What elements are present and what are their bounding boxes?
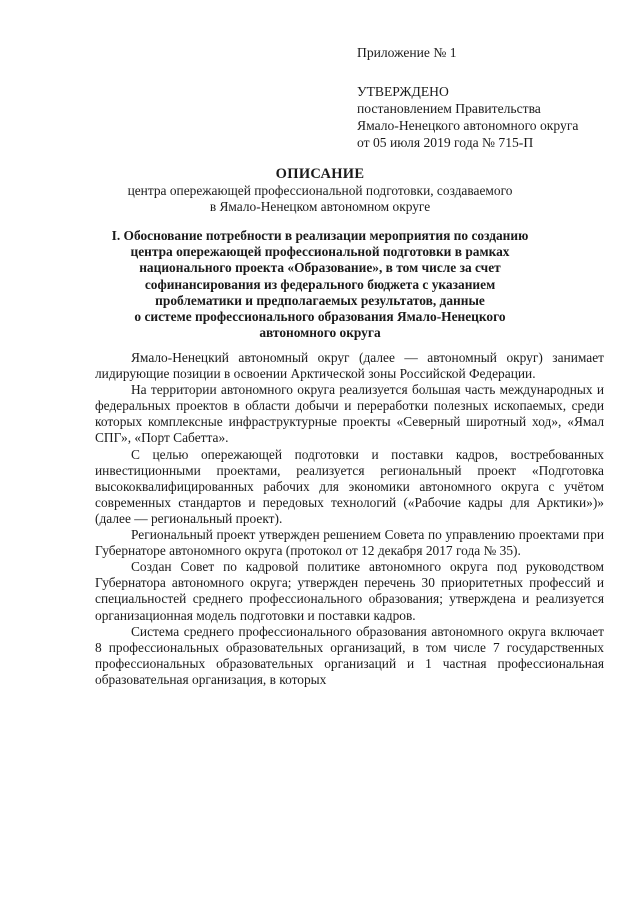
approved-label: УТВЕРЖДЕНО	[357, 84, 449, 99]
section-heading-line: проблематики и предполагаемых результатов, данные	[155, 292, 485, 308]
section-heading-line: центра опережающей профессиональной подготовки в рамках	[130, 244, 510, 260]
document-subtitle-line: в Ямало-Ненецком автономном округе	[209, 199, 431, 214]
body-paragraph: На территории автономного округа реализуется большая часть международных и федеральных проектов в области добычи и переработки полезных ископаемых, среди которых комплексные инфраструктурные проекты «Северный широтный ход», «Ямал СПГ», «Порт Сабетта».	[95, 382, 604, 446]
document-title-block	[90, 165, 550, 215]
document-subtitle-line: центра опережающей профессиональной подготовки, создаваемого	[127, 183, 513, 198]
appendix-number: Приложение № 1	[357, 45, 457, 60]
section-heading-line: I. Обоснование потребности в реализации мероприятия по созданию	[111, 228, 529, 243]
body-paragraph: Создан Совет по кадровой политике автономного округа под руководством Губернатора автономного округа; утвержден перечень 30 приоритетных профессий и специальностей среднего профессионального образования; утверждена и реализуется организационная модель подготовки и поставки кадров.	[95, 559, 604, 623]
section-heading-line: автономного округа	[259, 325, 381, 341]
body-paragraph: Региональный проект утвержден решением Совета по управлению проектами при Губернаторе автономного округа (протокол от 12 декабря 2017 года № 35).	[95, 527, 604, 559]
section-heading-line: софинансирования из федерального бюджета с указанием	[144, 276, 496, 292]
approval-line: от 05 июля 2019 года № 715-П	[357, 135, 534, 150]
approval-stamp	[357, 44, 627, 151]
section-heading	[96, 228, 544, 341]
section-heading-line: национального проекта «Образование», в том числе за счет	[139, 260, 501, 276]
section-body	[95, 350, 604, 688]
approval-line: постановлением Правительства	[357, 101, 541, 116]
section-heading-line: о системе профессионального образования Ямало-Ненецкого	[134, 309, 506, 325]
approval-line: Ямало-Ненецкого автономного округа	[357, 118, 579, 133]
body-paragraph: Система среднего профессионального образования автономного округа включает 8 профессиональных образовательных организаций, в том числе 7 государственных профессиональных образовательных организаций и 1 частная профессиональная образовательная организация, в которых	[95, 623, 604, 687]
document-title: ОПИСАНИЕ	[275, 166, 365, 182]
body-paragraph: Ямало-Ненецкий автономный округ (далее — автономный округ) занимает лидирующие позиции в освоении Арктической зоны Российской Федерации.	[95, 350, 604, 382]
body-paragraph: С целью опережающей подготовки и поставки кадров, востребованных инвестиционными проектами, реализуется региональный проект «Подготовка высококвалифицированных рабочих для экономики автономного округа с учётом современных стандартов и передовых технологий («Рабочие кадры для Арктики»)» (далее — региональный проект).	[95, 446, 604, 526]
